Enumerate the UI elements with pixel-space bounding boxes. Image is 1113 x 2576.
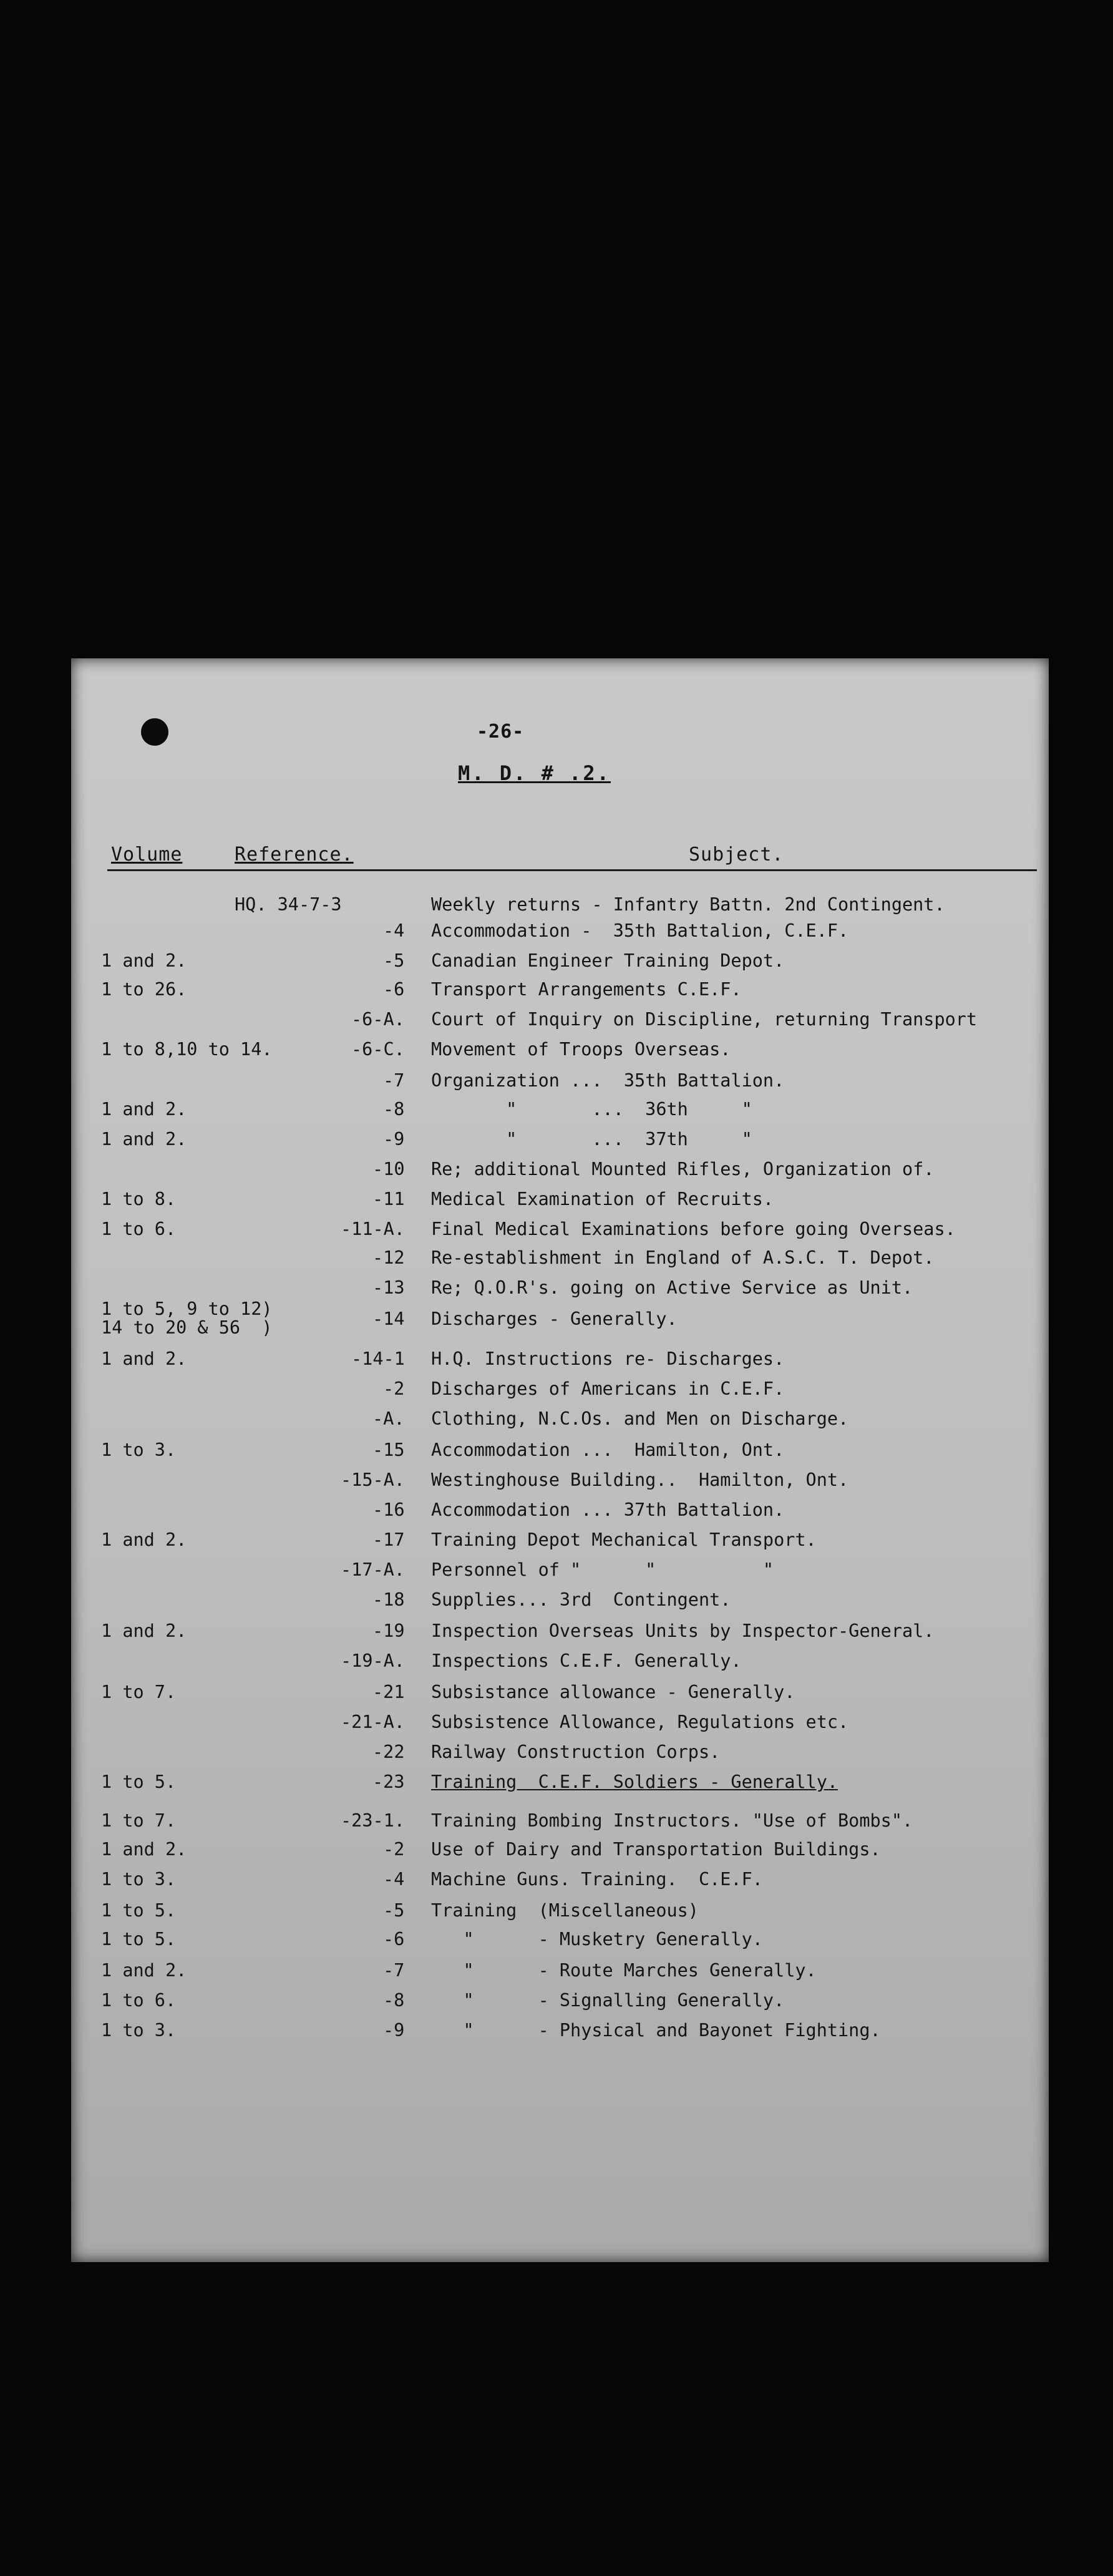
table-row bbox=[71, 950, 1049, 980]
table-row bbox=[71, 1810, 1049, 1840]
table-row bbox=[71, 1559, 1049, 1589]
table-row bbox=[71, 1129, 1049, 1159]
subject-cell: Discharges - Generally. bbox=[431, 1309, 678, 1329]
volume-cell: 1 to 7. bbox=[101, 1682, 177, 1702]
subject-cell: Medical Examination of Recruits. bbox=[431, 1189, 774, 1209]
reference-cell: -4 bbox=[383, 920, 405, 941]
volume-cell: 1 and 2. bbox=[101, 1960, 187, 1981]
subject-cell: " - Musketry Generally. bbox=[431, 1929, 763, 1949]
subject-cell: Training C.E.F. Soldiers - Generally. bbox=[431, 1772, 838, 1792]
table-row bbox=[71, 1470, 1049, 1500]
volume-cell: 1 to 3. bbox=[101, 1440, 177, 1460]
table-row bbox=[71, 1900, 1049, 1930]
reference-cell: -6-A. bbox=[351, 1009, 405, 1030]
reference-cell: -19 bbox=[372, 1621, 405, 1641]
subject-cell: " ... 36th " bbox=[431, 1099, 752, 1120]
page-number: -26- bbox=[477, 721, 525, 743]
subject-cell: Re; Q.O.R's. going on Active Service as Unit. bbox=[431, 1277, 913, 1298]
table-row bbox=[71, 1009, 1049, 1039]
reference-cell: -11 bbox=[372, 1189, 405, 1209]
table-row bbox=[71, 979, 1049, 1009]
reference-cell: -8 bbox=[383, 1990, 405, 2011]
subject-cell: Court of Inquiry on Discipline, returning Transport bbox=[431, 1009, 978, 1030]
subject-cell: Westinghouse Building.. Hamilton, Ont. bbox=[431, 1470, 849, 1490]
subject-cell: Inspections C.E.F. Generally. bbox=[431, 1651, 742, 1671]
subject-cell: Accommodation ... 37th Battalion. bbox=[431, 1500, 785, 1520]
document-page bbox=[71, 658, 1049, 2262]
reference-cell: -6 bbox=[383, 1929, 405, 1949]
subject-cell: " ... 37th " bbox=[431, 1129, 752, 1149]
reference-cell: -A. bbox=[372, 1408, 405, 1429]
reference-cell: -18 bbox=[372, 1589, 405, 1610]
volume-cell: 1 to 5. bbox=[101, 1772, 177, 1792]
reference-cell: -6 bbox=[383, 979, 405, 1000]
volume-cell: 1 to 5. bbox=[101, 1900, 177, 1921]
reference-cell: -13 bbox=[372, 1277, 405, 1298]
reference-cell: -23-1. bbox=[341, 1810, 405, 1831]
reference-cell: -2 bbox=[383, 1839, 405, 1860]
reference-column-header: Reference. bbox=[235, 844, 354, 866]
reference-cell: -9 bbox=[383, 2020, 405, 2041]
table-row bbox=[71, 1247, 1049, 1277]
table-row bbox=[71, 1960, 1049, 1990]
table-row bbox=[71, 1929, 1049, 1959]
subject-cell: Training Depot Mechanical Transport. bbox=[431, 1530, 817, 1550]
table-row bbox=[71, 1440, 1049, 1470]
table-row bbox=[71, 1378, 1049, 1408]
reference-cell: -19-A. bbox=[341, 1651, 405, 1671]
table-row bbox=[71, 1772, 1049, 1802]
reference-cell: -14-1 bbox=[351, 1349, 405, 1369]
reference-cell: -21 bbox=[372, 1682, 405, 1702]
subject-cell: " - Signalling Generally. bbox=[431, 1990, 785, 2011]
table-row bbox=[71, 1159, 1049, 1189]
table-row bbox=[71, 1070, 1049, 1100]
table-row bbox=[71, 894, 1049, 924]
subject-cell: Inspection Overseas Units by Inspector-General. bbox=[431, 1621, 935, 1641]
subject-cell: Clothing, N.C.Os. and Men on Discharge. bbox=[431, 1408, 849, 1429]
volume-cell: 1 to 6. bbox=[101, 1990, 177, 2011]
subject-cell: Final Medical Examinations before going Overseas. bbox=[431, 1219, 956, 1239]
reference-cell: -21-A. bbox=[341, 1712, 405, 1732]
volume-cell: 1 to 3. bbox=[101, 2020, 177, 2041]
subject-cell: Organization ... 35th Battalion. bbox=[431, 1070, 785, 1091]
district-heading: M. D. # .2. bbox=[458, 761, 611, 785]
volume-cell: 1 and 2. bbox=[101, 1621, 187, 1641]
reference-cell: -16 bbox=[372, 1500, 405, 1520]
subject-cell: " - Physical and Bayonet Fighting. bbox=[431, 2020, 881, 2041]
table-row bbox=[71, 1712, 1049, 1742]
volume-cell: 1 to 7. bbox=[101, 1810, 177, 1831]
reference-cell: -11-A. bbox=[341, 1219, 405, 1239]
volume-cell: 1 to 5, 9 to 12) 14 to 20 & 56 ) bbox=[101, 1299, 273, 1338]
subject-cell: Weekly returns - Infantry Battn. 2nd Contingent. bbox=[431, 894, 945, 915]
volume-cell: 1 and 2. bbox=[101, 950, 187, 971]
reference-cell: -12 bbox=[372, 1247, 405, 1268]
subject-cell: Accommodation - 35th Battalion, C.E.F. bbox=[431, 920, 849, 941]
volume-cell: 1 to 8. bbox=[101, 1189, 177, 1209]
volume-cell: 1 and 2. bbox=[101, 1839, 187, 1860]
reference-cell: -17 bbox=[372, 1530, 405, 1550]
reference-cell: -2 bbox=[383, 1378, 405, 1399]
table-row bbox=[71, 2020, 1049, 2050]
subject-cell: Movement of Troops Overseas. bbox=[431, 1039, 731, 1060]
reference-cell: -22 bbox=[372, 1742, 405, 1762]
subject-cell: Re; additional Mounted Rifles, Organization of. bbox=[431, 1159, 935, 1179]
subject-cell: Subsistance allowance - Generally. bbox=[431, 1682, 795, 1702]
subject-cell: Canadian Engineer Training Depot. bbox=[431, 950, 785, 971]
subject-cell: Training (Miscellaneous) bbox=[431, 1900, 699, 1921]
subject-cell: Supplies... 3rd Contingent. bbox=[431, 1589, 731, 1610]
reference-cell: -9 bbox=[383, 1129, 405, 1149]
subject-cell: H.Q. Instructions re- Discharges. bbox=[431, 1349, 785, 1369]
table-row bbox=[71, 1869, 1049, 1899]
table-row bbox=[71, 1742, 1049, 1772]
reference-cell: -5 bbox=[383, 1900, 405, 1921]
punch-hole-icon bbox=[141, 718, 168, 746]
reference-cell: -10 bbox=[372, 1159, 405, 1179]
header-rule bbox=[107, 869, 1037, 871]
table-row bbox=[71, 1039, 1049, 1069]
subject-cell: Use of Dairy and Transportation Buildings. bbox=[431, 1839, 881, 1860]
subject-cell: " - Route Marches Generally. bbox=[431, 1960, 817, 1981]
subject-cell: Re-establishment in England of A.S.C. T. Depot. bbox=[431, 1247, 935, 1268]
table-row bbox=[71, 1099, 1049, 1129]
table-row bbox=[71, 1189, 1049, 1219]
subject-cell: Training Bombing Instructors. "Use of Bombs". bbox=[431, 1810, 913, 1831]
reference-cell: -15 bbox=[372, 1440, 405, 1460]
subject-cell: Transport Arrangements C.E.F. bbox=[431, 979, 742, 1000]
table-row bbox=[71, 1500, 1049, 1530]
volume-cell: 1 to 6. bbox=[101, 1219, 177, 1239]
table-row bbox=[71, 1589, 1049, 1619]
subject-cell: Discharges of Americans in C.E.F. bbox=[431, 1378, 785, 1399]
reference-cell: -7 bbox=[383, 1960, 405, 1981]
table-row bbox=[71, 1651, 1049, 1681]
reference-cell: -5 bbox=[383, 950, 405, 971]
reference-prefix-cell: HQ. 34-7-3 bbox=[235, 894, 342, 915]
table-row bbox=[71, 1299, 1049, 1339]
volume-cell: 1 and 2. bbox=[101, 1530, 187, 1550]
volume-column-header: Volume bbox=[111, 844, 183, 866]
subject-cell: Accommodation ... Hamilton, Ont. bbox=[431, 1440, 785, 1460]
reference-cell: -7 bbox=[383, 1070, 405, 1091]
table-row bbox=[71, 1621, 1049, 1651]
reference-cell: -17-A. bbox=[341, 1559, 405, 1580]
volume-cell: 1 to 3. bbox=[101, 1869, 177, 1890]
subject-cell: Railway Construction Corps. bbox=[431, 1742, 721, 1762]
reference-cell: -8 bbox=[383, 1099, 405, 1120]
table-row bbox=[71, 1990, 1049, 2020]
volume-cell: 1 and 2. bbox=[101, 1129, 187, 1149]
subject-cell: Subsistence Allowance, Regulations etc. bbox=[431, 1712, 849, 1732]
table-row bbox=[71, 920, 1049, 950]
table-row bbox=[71, 1349, 1049, 1378]
table-row bbox=[71, 1839, 1049, 1869]
volume-cell: 1 and 2. bbox=[101, 1349, 187, 1369]
volume-cell: 1 to 26. bbox=[101, 979, 187, 1000]
reference-cell: -15-A. bbox=[341, 1470, 405, 1490]
reference-cell: -14 bbox=[372, 1309, 405, 1329]
table-row bbox=[71, 1530, 1049, 1559]
volume-cell: 1 and 2. bbox=[101, 1099, 187, 1120]
volume-cell: 1 to 5. bbox=[101, 1929, 177, 1949]
reference-cell: -23 bbox=[372, 1772, 405, 1792]
subject-column-header: Subject. bbox=[689, 844, 784, 866]
reference-cell: -4 bbox=[383, 1869, 405, 1890]
volume-cell: 1 to 8,10 to 14. bbox=[101, 1039, 273, 1060]
subject-cell: Machine Guns. Training. C.E.F. bbox=[431, 1869, 763, 1890]
reference-cell: -6-C. bbox=[351, 1039, 405, 1060]
table-row bbox=[71, 1408, 1049, 1438]
table-row bbox=[71, 1219, 1049, 1249]
table-row bbox=[71, 1682, 1049, 1712]
subject-cell: Personnel of " " " bbox=[431, 1559, 774, 1580]
